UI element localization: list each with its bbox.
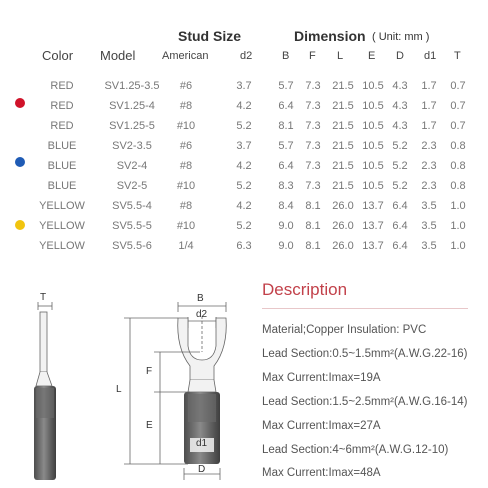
cell-E: 10.5 xyxy=(362,180,384,192)
cell-L: 26.0 xyxy=(332,240,354,252)
col-D: D xyxy=(396,50,404,62)
cell-color: BLUE xyxy=(47,140,77,152)
cell-D: 5.2 xyxy=(392,160,408,172)
cell-d1: 1.7 xyxy=(421,80,437,92)
cell-F: 7.3 xyxy=(305,120,321,132)
cell-model: SV1.25-5 xyxy=(109,120,155,132)
description-title: Description xyxy=(262,280,348,299)
cell-d2: 5.2 xyxy=(236,220,252,232)
cell-d2: 5.2 xyxy=(236,120,252,132)
cell-d1: 1.7 xyxy=(421,120,437,132)
cell-F: 7.3 xyxy=(305,160,321,172)
cell-B: 6.4 xyxy=(278,100,294,112)
cell-E: 10.5 xyxy=(362,160,384,172)
cell-T: 1.0 xyxy=(450,200,466,212)
cell-d2: 6.3 xyxy=(236,240,252,252)
cell-d2: 4.2 xyxy=(236,100,252,112)
desc-line-current-2: Max Current:Imax=27A xyxy=(262,420,381,432)
cell-L: 21.5 xyxy=(332,80,354,92)
cell-color: YELLOW xyxy=(39,200,85,212)
cell-F: 7.3 xyxy=(305,140,321,152)
cell-american: #10 xyxy=(176,120,196,132)
cell-E: 10.5 xyxy=(362,80,384,92)
cell-T: 0.8 xyxy=(450,160,466,172)
cell-T: 1.0 xyxy=(450,220,466,232)
col-B: B xyxy=(282,50,290,62)
cell-L: 21.5 xyxy=(332,100,354,112)
desc-line-material: Material;Copper Insulation: PVC xyxy=(262,324,427,336)
cell-D: 5.2 xyxy=(392,140,408,152)
cell-american: #8 xyxy=(179,160,193,172)
cell-D: 4.3 xyxy=(392,120,408,132)
label-d1: d1 xyxy=(196,438,208,449)
cell-d1: 3.5 xyxy=(421,200,437,212)
label-L: L xyxy=(116,384,122,395)
col-d2: d2 xyxy=(240,50,253,62)
cell-d2: 4.2 xyxy=(236,160,252,172)
cell-color: YELLOW xyxy=(39,240,85,252)
cell-american: #8 xyxy=(179,100,193,112)
cell-d2: 3.7 xyxy=(236,140,252,152)
cell-L: 26.0 xyxy=(332,200,354,212)
cell-F: 8.1 xyxy=(305,200,321,212)
cell-model: SV1.25-3.5 xyxy=(104,80,160,92)
col-E: E xyxy=(368,50,376,62)
cell-d2: 4.2 xyxy=(236,200,252,212)
cell-F: 8.1 xyxy=(305,240,321,252)
cell-d1: 2.3 xyxy=(421,140,437,152)
cell-d1: 1.7 xyxy=(421,100,437,112)
col-d1: d1 xyxy=(424,50,437,62)
cell-F: 7.3 xyxy=(305,180,321,192)
cell-B: 8.4 xyxy=(278,200,294,212)
cell-B: 9.0 xyxy=(278,220,294,232)
desc-line-lead-1: Lead Section:0.5~1.5mm²(A.W.G.22-16) xyxy=(262,348,468,360)
cell-color: RED xyxy=(50,120,74,132)
cell-model: SV2-4 xyxy=(116,160,148,172)
cell-D: 4.3 xyxy=(392,100,408,112)
cell-d1: 3.5 xyxy=(421,240,437,252)
cell-E: 13.7 xyxy=(362,220,384,232)
cell-model: SV2-3.5 xyxy=(112,140,152,152)
cell-T: 0.7 xyxy=(450,120,466,132)
cell-L: 21.5 xyxy=(332,180,354,192)
cell-B: 8.3 xyxy=(278,180,294,192)
cell-color: YELLOW xyxy=(39,220,85,232)
cell-B: 6.4 xyxy=(278,160,294,172)
cell-L: 26.0 xyxy=(332,220,354,232)
blue-dot xyxy=(15,157,25,167)
col-T: T xyxy=(454,50,461,62)
cell-F: 7.3 xyxy=(305,80,321,92)
cell-american: 1/4 xyxy=(178,240,194,252)
cell-B: 5.7 xyxy=(278,80,294,92)
label-E: E xyxy=(146,420,153,431)
cell-T: 1.0 xyxy=(450,240,466,252)
desc-line-current-3: Max Current:Imax=48A xyxy=(262,467,381,479)
cell-american: #6 xyxy=(179,80,193,92)
cell-model: SV2-5 xyxy=(116,180,148,192)
cell-E: 10.5 xyxy=(362,100,384,112)
cell-d2: 5.2 xyxy=(236,180,252,192)
cell-T: 0.8 xyxy=(450,180,466,192)
unit-label: ( Unit: mm ) xyxy=(372,31,430,43)
col-color: Color xyxy=(42,48,74,63)
cell-F: 7.3 xyxy=(305,100,321,112)
desc-line-lead-2: Lead Section:1.5~2.5mm²(A.W.G.16-14) xyxy=(262,396,468,408)
label-F: F xyxy=(146,366,153,377)
cell-E: 10.5 xyxy=(362,140,384,152)
red-dot xyxy=(15,98,25,108)
cell-model: SV5.5-5 xyxy=(112,220,152,232)
cell-color: RED xyxy=(50,80,74,92)
cell-T: 0.7 xyxy=(450,80,466,92)
cell-T: 0.8 xyxy=(450,140,466,152)
label-B: B xyxy=(197,293,204,304)
cell-D: 6.4 xyxy=(392,240,408,252)
cell-D: 5.2 xyxy=(392,180,408,192)
cell-B: 8.1 xyxy=(278,120,294,132)
cell-T: 0.7 xyxy=(450,100,466,112)
cell-d2: 3.7 xyxy=(236,80,252,92)
cell-model: SV5.5-6 xyxy=(112,240,152,252)
cell-american: #8 xyxy=(179,200,193,212)
cell-E: 13.7 xyxy=(362,240,384,252)
cell-d1: 2.3 xyxy=(421,160,437,172)
cell-color: BLUE xyxy=(47,160,77,172)
cell-L: 21.5 xyxy=(332,160,354,172)
cell-D: 4.3 xyxy=(392,80,408,92)
cell-E: 13.7 xyxy=(362,200,384,212)
description-divider xyxy=(262,308,468,309)
cell-model: SV1.25-4 xyxy=(109,100,155,112)
col-model: Model xyxy=(100,48,136,63)
yellow-dot xyxy=(15,220,25,230)
col-american: American xyxy=(162,50,209,62)
cell-F: 8.1 xyxy=(305,220,321,232)
cell-E: 10.5 xyxy=(362,120,384,132)
cell-color: RED xyxy=(50,100,74,112)
stud-size-heading: Stud Size xyxy=(178,28,242,44)
label-T: T xyxy=(40,292,47,303)
cell-color: BLUE xyxy=(47,180,77,192)
cell-d1: 2.3 xyxy=(421,180,437,192)
cell-american: #10 xyxy=(176,180,196,192)
label-d2: d2 xyxy=(196,309,208,320)
terminal-diagram xyxy=(0,288,250,488)
desc-line-current-1: Max Current:Imax=19A xyxy=(262,372,381,384)
cell-B: 9.0 xyxy=(278,240,294,252)
cell-L: 21.5 xyxy=(332,120,354,132)
cell-L: 21.5 xyxy=(332,140,354,152)
cell-american: #10 xyxy=(176,220,196,232)
cell-d1: 3.5 xyxy=(421,220,437,232)
label-D: D xyxy=(198,464,206,475)
col-F: F xyxy=(309,50,316,62)
cell-model: SV5.5-4 xyxy=(112,200,152,212)
dimension-heading: Dimension xyxy=(294,28,366,44)
desc-line-lead-3: Lead Section:4~6mm²(A.W.G.12-10) xyxy=(262,444,449,456)
col-L: L xyxy=(337,50,344,62)
cell-D: 6.4 xyxy=(392,200,408,212)
cell-american: #6 xyxy=(179,140,193,152)
cell-B: 5.7 xyxy=(278,140,294,152)
cell-D: 6.4 xyxy=(392,220,408,232)
